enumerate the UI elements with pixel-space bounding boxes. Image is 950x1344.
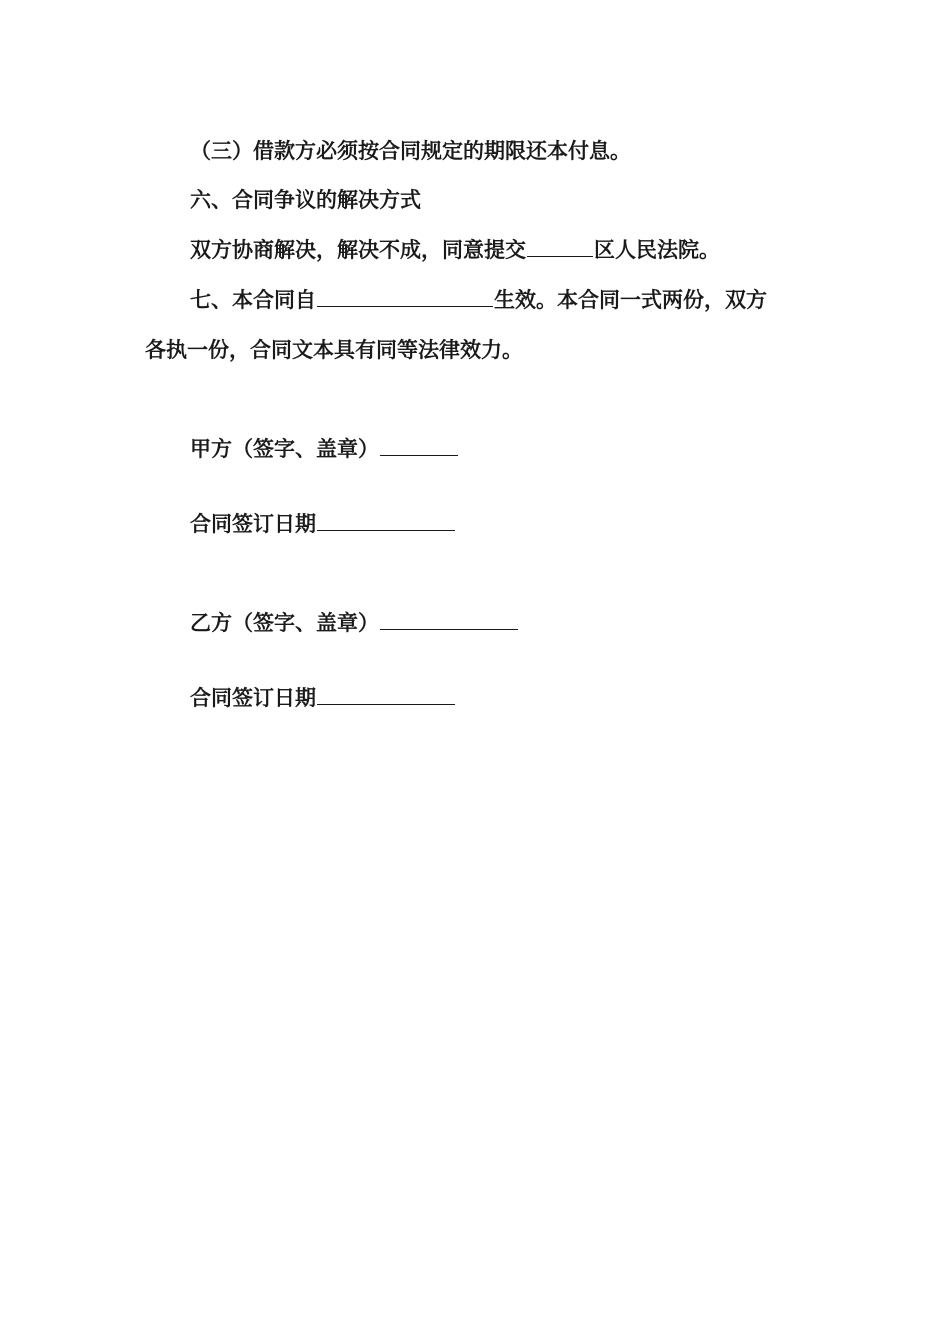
party-a-signature-line — [190, 434, 459, 464]
clause-repayment-term: （三）借款方必须按合同规定的期限还本付息。 — [190, 139, 631, 163]
effective-clause-line1 — [190, 285, 767, 315]
party-b-signature-blank[interactable] — [380, 609, 518, 630]
party-b-date-line — [190, 683, 456, 713]
party-b-date-blank[interactable] — [317, 684, 455, 705]
effective-text-before: 七、本合同自 — [190, 288, 316, 312]
party-a-label: 甲方（签字、盖章） — [190, 437, 379, 461]
dispute-text-before: 双方协商解决，解决不成，同意提交 — [190, 238, 526, 262]
court-name-blank[interactable] — [527, 236, 593, 257]
dispute-resolution-paragraph — [190, 235, 720, 265]
party-a-date-line — [190, 509, 456, 539]
effective-date-blank[interactable] — [317, 286, 493, 307]
effective-text-after: 生效。本合同一式两份，双方 — [494, 288, 767, 312]
party-a-date-blank[interactable] — [317, 510, 455, 531]
party-b-date-label: 合同签订日期 — [190, 686, 316, 710]
party-b-signature-line — [190, 608, 519, 638]
party-a-signature-blank[interactable] — [380, 435, 458, 456]
section-dispute-heading: 六、合同争议的解决方式 — [190, 188, 421, 212]
dispute-text-after: 区人民法院。 — [594, 238, 720, 262]
effective-clause-line2: 各执一份，合同文本具有同等法律效力。 — [145, 338, 523, 362]
party-a-date-label: 合同签订日期 — [190, 512, 316, 536]
party-b-label: 乙方（签字、盖章） — [190, 611, 379, 635]
